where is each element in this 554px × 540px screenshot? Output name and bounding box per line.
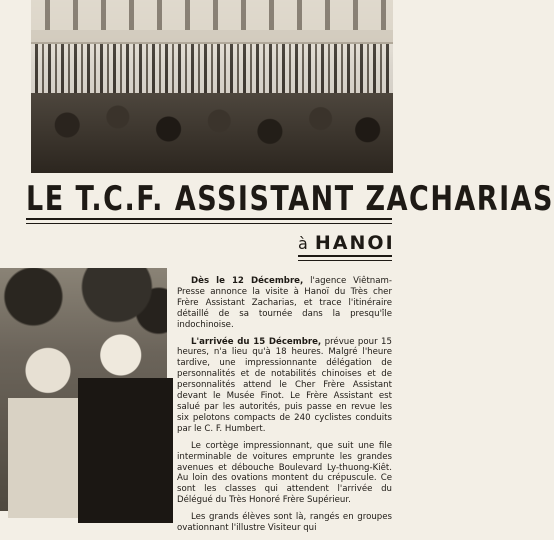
paragraph-4: [177, 512, 392, 534]
city-line: [298, 232, 395, 254]
photo-man-left: [8, 338, 88, 518]
paragraph-3: [177, 441, 392, 506]
students-in-ranks: [31, 44, 393, 94]
paragraph-1-text: l'agence Viêtnam-Presse annonce la visite à Hanoï du Très cher Frère Assistant Zacharias, et trace l'itinéraire détaillé de sa tournée dans la presqu'île indochinoise.: [177, 276, 392, 330]
page-headline: LE T.C.F. ASSISTANT ZACHARIAS: [26, 180, 554, 219]
paragraph-2: [177, 337, 392, 435]
city-name: HANOI: [314, 232, 395, 254]
article-body: [177, 276, 392, 540]
photo-man-right: [78, 323, 173, 523]
crowd-foreground: [31, 93, 393, 173]
paragraph-2-text: prévue pour 15 heures, n'a lieu qu'à 18 heures. Malgré l'heure tardive, une impressionnante délégation de personnalités et de notabilités chinoises et de personnalités attend le Cher Frère Assistant devant le Musée Finot. Le Frère Assistant est salué par les autorités, puis passe en revue les six pelotons compacts de 240 cyclistes conduits par le C. F. Humbert.: [177, 336, 392, 434]
paragraph-1: [177, 276, 392, 331]
paragraph-2-lead: L'arrivée du 15 Décembre,: [191, 336, 322, 347]
bottom-photo-greeting: [0, 268, 167, 511]
top-photo-parade: [31, 0, 393, 173]
headline-rule: [26, 218, 392, 220]
paragraph-1-lead: Dès le 12 Décembre,: [191, 276, 304, 286]
building-facade: [31, 0, 393, 42]
city-prefix: à: [298, 234, 309, 253]
city-rule: [298, 255, 392, 257]
paragraph-4-text: Les grands élèves sont là, rangés en groupes ovationnant l'illustre Visiteur qui: [177, 512, 392, 534]
paragraph-3-text: Le cortège impressionnant, que suit une file interminable de voitures emprunte les grandes avenues et débouche Boulevard Ly-thuong-Kiêt. Au loin des ovations montent du crépuscule. Ce sont les classes qui attendent l'arrivée du Délégué du Très Honoré Frère Supérieur.: [177, 440, 392, 506]
